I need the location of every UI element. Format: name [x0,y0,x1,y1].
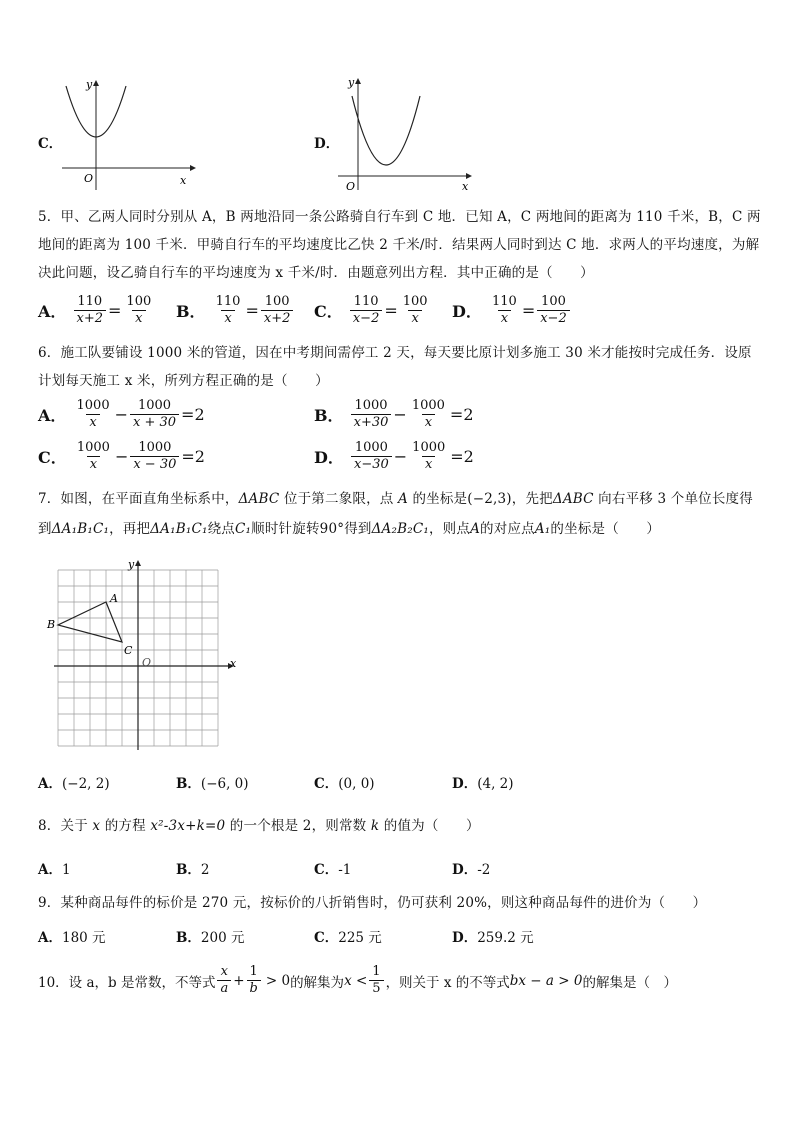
rhs: =2 [181,447,205,466]
math-triangle: ΔA₂B₂C₁ [371,521,429,537]
coordinate-grid-figure [44,558,244,754]
q5-option-c: C． $\frac{110}{x-2}$ = $\frac{100}{x}$ [314,294,433,327]
numerator: 110 [77,294,103,309]
numerator: 1000 [411,398,445,413]
fraction [489,294,520,327]
operator: − [114,447,129,466]
numerator: 1000 [354,398,388,413]
graph-option-d [314,76,474,193]
denominator: x [408,310,421,327]
math-expression: bx − a > 0 [509,972,583,989]
operator: − [393,447,408,466]
q7-option-d [452,772,514,792]
text: 向右平移 3 个单位长度得 [593,491,753,507]
denominator: x [422,456,435,473]
text: ，则点 [428,521,471,537]
q6-option-b [314,398,474,431]
operator: − [393,405,407,424]
parabola-graph-c [58,78,198,193]
option-label: B． [314,406,344,425]
axis-y-label: y [348,76,355,89]
question-9-text: 9．某种商品每件的标价是 270 元，按标价的八折销售时，仍可获利 20%，则这种商品每件的进价为（ ） [38,895,707,911]
q6-option-a [38,398,205,431]
q5-option-a: A． $\frac{110}{x+2}$ = $\frac{100}{x}$ [38,294,156,327]
option-label: C． [38,448,67,467]
option-label: C． [314,862,339,878]
operator: − [114,405,129,424]
text: 绕点 [207,521,235,537]
numerator: 100 [264,294,290,309]
numerator: x [220,964,228,979]
option-label: D． [452,862,478,878]
axis-x-label: x [180,174,187,187]
q8-option-d [452,858,490,878]
denominator: x [132,310,145,327]
point-c-label: C [124,644,133,657]
option-value: (4, 2) [477,776,514,792]
rhs: =2 [181,405,205,424]
question-6-text: 6．施工队要铺设 1000 米的管道，因在中考期间需停工 2 天，每天要比原计划多施工 30 米才能按时完成任务．设原计划每天施工 x 米，所列方程正确的是（ ） [38,345,752,389]
fraction [123,294,154,327]
option-label: B． [176,862,201,878]
fraction [409,398,448,431]
axis-x-label: x [230,657,237,670]
option-label: D． [452,930,478,946]
option-label: A． [38,406,67,425]
q8-option-c [314,858,351,878]
numerator: 110 [353,294,379,309]
option-label: D． [452,302,482,321]
math-expression: x < [344,972,368,989]
math-equation: x²-3x+k=0 [150,818,226,834]
math-var: k [370,818,380,834]
q9-option-b [176,926,244,946]
denominator: x+30 [351,414,392,431]
text: 的坐标是 [407,491,468,507]
fraction [74,440,113,473]
point-b-label: B [47,618,56,631]
text: 顺时针旋转 [251,521,320,537]
fraction [217,964,231,997]
option-label: A． [38,862,62,878]
option-label: B． [176,302,206,321]
option-label: B． [176,930,201,946]
question-5-text: 5．甲、乙两人同时分别从 A，B 两地沿同一条公路骑自行车到 C 地．已知 A，C 两地间的距离为 110 千米，B，C 两地间的距离为 100 千米．甲骑自行车的平均速度比乙快 2 千米/时．结果两人同时到达 C 地．求两人的平均速度，为解决此问题，设乙骑自行车的平均速度为 x 千米/时．由题意列出方程．其中正确的是（ ） [38,209,761,281]
origin-label: O [346,180,356,193]
denominator: x + 30 [130,414,179,431]
math-var: x [92,818,101,834]
fraction [261,294,294,327]
denominator: x+2 [261,310,294,327]
denominator: x−2 [537,310,570,327]
text: 7．如图，在平面直角坐标系中， [38,491,239,507]
option-label: C． [314,776,339,792]
option-value: -1 [338,862,352,878]
rhs: =2 [450,447,474,466]
numerator: 100 [541,294,566,309]
text: 的解集是（ ） [582,974,677,991]
option-value: 225 元 [338,930,382,946]
option-label: D． [314,448,344,467]
axis-y-label: y [128,558,135,571]
option-label: B． [176,776,201,792]
math-angle: 90° [319,521,345,537]
q8-option-b [176,858,210,878]
axis-y-label: y [86,78,93,91]
fraction [130,440,179,473]
q6-option-d [314,440,474,473]
numerator: 1 [249,964,258,979]
option-value: 180 元 [61,930,106,946]
q5-option-b: B． $\frac{110}{x}$ = $\frac{100}{x+2}$ [176,294,295,327]
q7-option-a [38,772,110,792]
math-triangle: ΔA₁B₁C₁ [51,521,110,537]
option-label: C． [314,930,339,946]
text: ，再把 [109,521,151,537]
denominator: x−2 [350,310,383,327]
math-coordinate: (−2,3) [467,491,512,507]
option-value: 200 元 [200,930,245,946]
numerator: 1000 [76,440,110,455]
numerator: 1 [372,964,381,979]
text: 到 [38,521,52,537]
q9-option-a [38,926,106,946]
option-label: D． [314,136,340,152]
axis-x-label: x [462,180,469,193]
option-label: C． [38,136,63,152]
question-8-text [38,812,764,840]
option-label: A． [38,776,62,792]
q9-option-c [314,926,382,946]
denominator: x [422,414,435,431]
question-10-text [38,964,677,997]
question-7-text [38,484,764,544]
denominator: x − 30 [130,456,179,473]
denominator: x [87,456,100,473]
option-value: -2 [477,862,491,878]
text: ，则关于 x 的不等式 [385,974,510,991]
fraction [213,294,244,327]
fraction [400,294,431,327]
fraction [369,964,383,997]
parabola-graph-d [334,76,474,193]
fraction [351,440,392,473]
numerator: 1000 [354,440,388,455]
denominator: x [86,414,99,431]
text: 的方程 [100,818,151,834]
graph-option-c [38,78,198,193]
point-a-label: A [110,592,118,605]
operator: > 0 [265,972,291,989]
denominator: x [498,310,511,327]
denominator: x+2 [74,310,107,327]
option-value: 1 [61,862,71,878]
q7-option-b [176,772,249,792]
math-point: A [470,521,481,537]
fraction [74,398,113,431]
option-value: 259.2 元 [477,930,534,946]
option-label: A． [38,302,67,321]
denominator: x [221,310,234,327]
q6-option-c [38,440,205,473]
fraction [247,964,261,997]
denominator: 5 [369,980,383,997]
q5-option-d: D． $\frac{110}{x}$ = $\frac{100}{x-2}$ [452,294,572,327]
numerator: 1000 [76,398,110,413]
option-label: A． [38,930,62,946]
text: 的解集为 [290,974,345,991]
rhs: =2 [449,405,474,424]
origin-label: O [84,172,94,185]
numerator: 1000 [412,440,446,455]
math-triangle: ΔA₁B₁C₁ [150,521,208,537]
q9-option-d [452,926,534,946]
q7-option-c [314,772,375,792]
text: ，先把 [511,491,553,507]
operator: + [233,972,245,989]
text: 的对应点 [480,521,535,537]
option-value: (−2, 2) [61,776,110,792]
math-point: C₁ [235,521,252,537]
numerator: 110 [215,294,241,309]
q8-option-a [38,858,71,878]
denominator: x−30 [351,456,392,473]
fraction [409,440,448,473]
text: 的值为（ ） [379,818,480,834]
fraction [537,294,570,327]
numerator: 1000 [137,398,172,413]
denominator: b [247,980,261,997]
fraction [130,398,179,431]
numerator: 110 [491,294,517,309]
text: 的一个根是 2，则常数 [225,818,371,834]
numerator: 1000 [138,440,172,455]
option-label: C． [314,302,343,321]
option-value: (0, 0) [338,776,375,792]
fraction [351,398,392,431]
fraction [74,294,107,327]
numerator: 100 [126,294,152,309]
option-value: 2 [200,862,210,878]
fraction [350,294,383,327]
text: 得到 [344,521,372,537]
text: 位于第二象限，点 [279,491,398,507]
text: 8．关于 [38,818,93,834]
math-point: A [398,491,408,507]
text: 的坐标是（ ） [550,521,661,537]
numerator: 100 [402,294,428,309]
option-label: D． [452,776,478,792]
text: 10．设 a，b 是常数，不等式 [38,974,216,991]
math-triangle: ΔABC [552,491,594,507]
origin-label: O [142,656,152,669]
denominator: a [217,980,231,997]
math-point: A₁ [534,521,551,537]
math-triangle: ΔABC [238,491,280,507]
option-value: (−6, 0) [200,776,249,792]
